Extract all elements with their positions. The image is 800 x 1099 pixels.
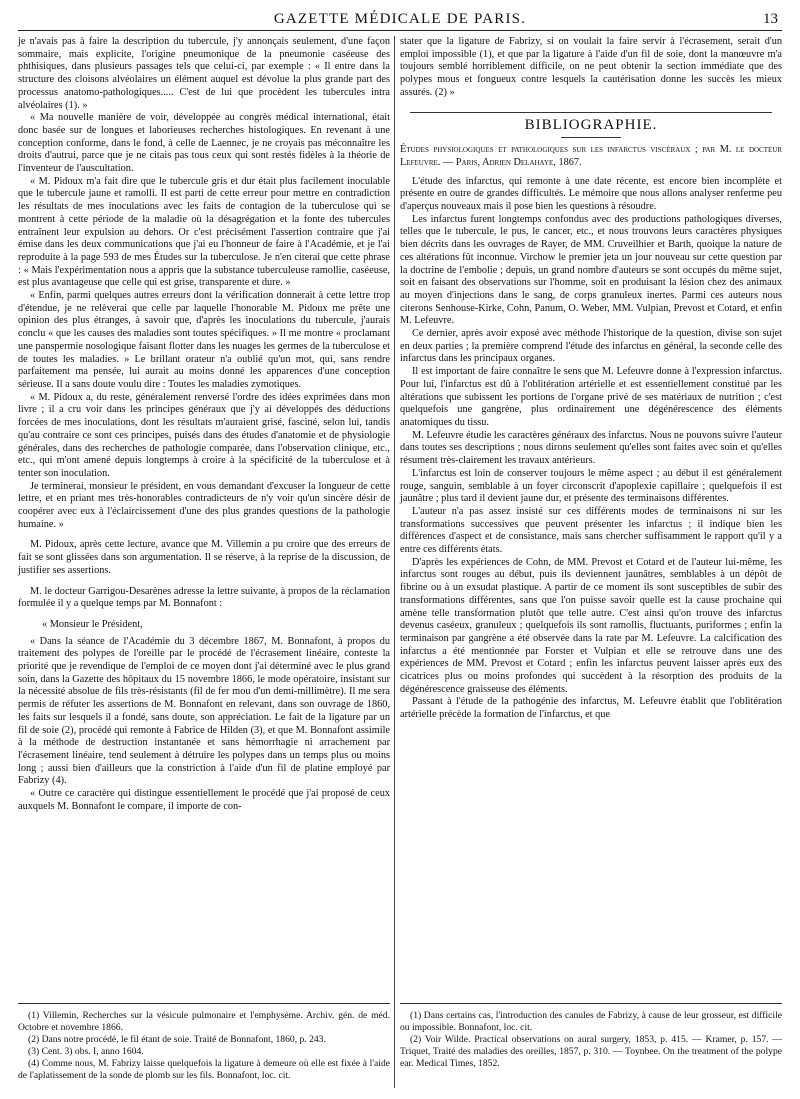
footnote: (2) Dans notre procédé, le fil étant de soie. Traité de Bonnafont, 1860, p. 243.: [28, 1034, 326, 1045]
paragraph: D'après les expériences de Cohn, de MM. Prevost et Cotard et de l'auteur lui-même, les infarctus sont rouges au début, puis ils deviennent jaunâtres, semblables à un dépôt de fibrine ou à un exsudat plastique. A partir de ce moment ils sont susceptibles de subir des transformations différentes, sans que l'on puisse savoir quelle est la cause prochaine qui amène telle transformation plutôt que telle autre. C'est ainsi qu'on trouve des infarctus devenus caséeux, granuleux ; quelquefois ils sont ramollis, fluctuants, puriformes ; enfin la terminaison par gangrène a été observée dans la rate par M. Lefeuvre. La calcification des infarctus a été mentionnée par Forster et Vulpian et elle se retrouve dans une des expériences de MM. Prevost et Cotard ; enfin les infarctus peuvent laisser après eux des cicatrices plus ou moins profondes qui succèdent à la résorption des produits de la dégénérescence graisseuse des éléments.: [400, 556, 782, 695]
paragraph: Je terminerai, monsieur le président, en vous demandant d'excuser la longueur de cette lettre, et en priant mes très-honorables contradicteurs de n'y voir qu'un sincère désir de coopérer avec eux à l'éclaircissement d'une des plus grandes questions de la pathologie humaine. »: [18, 480, 390, 530]
page-header: [18, 8, 782, 31]
paragraph: stater que la ligature de Fabrizy, si on voulait la faire servir à l'écrasement, serait d'un emploi impossible (1), et que par la ligature à l'aide d'un fil de soie, dont la manœuvre m'a toujours semblé horriblement difficile, on ne peut obtenir la section immédiate que des polypes mous et fongueux contre lesquels la cautérisation donne les succès les mieux assurés. (2) »: [400, 36, 782, 98]
paragraph: M. le docteur Garrigou-Desarènes adresse la lettre suivante, à propos de la réclamation formulée il y a quelque temps par M. Bonnafont :: [18, 585, 390, 610]
section-title: BIBLIOGRAPHIE.: [524, 116, 658, 133]
paragraph: Passant à l'étude de la pathogénie des infarctus, M. Lefeuvre établit que l'oblitération artérielle précède la formation de l'infarctus, et que: [400, 696, 782, 721]
footnotes-left: [18, 1010, 390, 1082]
paragraph: L'infarctus est loin de conserver toujours le même aspect ; au début il est généralement rouge, sanguin, semblable à un foyer circonscrit d'apoplexie capillaire ; quelquefois il est jaunâtre ; plus tard il devient jaune dur, et présente des terminaisons différentes.: [400, 467, 782, 505]
paragraph: « Enfin, parmi quelques autres erreurs dont la vérification donnerait à cette lettre trop d'étendue, je ne relèverai que celle par laquelle l'honorable M. Pidoux me prête une opinion des plus étranges, à savoir que, d'après les inoculations du tubercule, j'aurais conclu « que les causes des maladies sont toutes spécifiques. » Il me montre « proclamant une panspermie nosologique faisant flotter dans les nuages les germes de la tuberculose et de toutes les maladies. » Le brillant orateur n'a oublié qu'un mot, qui, sans rendre parfaitement ma pensée, lui aurait au moins donné les apparences d'une conception sérieuse. Il a sans doute voulu dire : Toutes les maladies zymotiques.: [18, 290, 390, 390]
reviewed-work: Études physiologiques et pathologiques sur les infarctus viscéraux ; par M. le docteur Lefeuvre. — Paris, Adrien Delahaye, 1867.: [400, 144, 782, 168]
section-rule: [410, 112, 772, 113]
footnote: (1) Dans certains cas, l'introduction des canules de Fabrizy, à cause de leur grosseur, est difficile ou impossible. Bonnafont, loc. cit.: [400, 1010, 782, 1033]
paragraph: M. Lefeuvre étudie les caractères généraux des infarctus. Nous ne pouvons suivre l'auteur dans toutes ses descriptions ; nous dirons seulement qu'elles sont faites avec soin et qu'elles résument très-clairement les travaux antérieurs.: [400, 429, 782, 467]
paragraph: « Ma nouvelle manière de voir, développée au congrès médical international, était donc basée sur de longues et laborieuses recherches histologiques. En revenant à une conception conforme, dans le fond, à celle de Laennec, je ne croyais pas méconnaître les droits d'autrui, parce que je ne citais pas tous ceux qui sont restés fidèles à la théorie de l'inventeur de l'auscultation.: [18, 112, 390, 175]
paragraph: je n'avais pas à faire la description du tubercule, j'y annonçais seulement, d'une façon sommaire, mais explicite, l'origine pneumonique de la pneumonie caséeuse des phthisiques, dans plusieurs passages tels que celui-ci, par exemple : « Il entre dans la structure des cloisons alvéolaires un élément auquel est dévolue la plus grande part des processus anatomo-pathologiques..... C'est de lui que procèdent les tubercules intra alvéolaires (1). »: [18, 36, 390, 111]
footnotes-right: [400, 1010, 782, 1070]
salutation: « Monsieur le Président,: [42, 618, 143, 630]
paragraph: M. Pidoux, après cette lecture, avance que M. Villemin a pu croire que des erreurs de fait se sont glissées dans son argumentation. Il se réserve, à la reprise de la discussion, de justifier ses assertions.: [18, 539, 390, 576]
title-rule: [561, 137, 621, 138]
paragraph: « M. Pidoux m'a fait dire que le tubercule gris et dur était plus facilement inoculable que le tubercule jaune et ramolli. Il est parti de cette erreur pour mettre en contradiction les résultats de mes inoculations avec les faits de contagion de la tuberculose qui se montrent à cette période de la maladie où la désagrégation et la fonte des tubercules entraînent leur expulsion au dehors. Or c'est précisément l'assertion contraire que j'ai émise dans les deux communications que j'ai eu l'honneur de faire à l'Académie, et je l'ai reproduite à la page 593 de mes Études sur la tuberculose. Je n'en citerai que cette phrase : « Mais l'expérimentation nous a appris que la substance tuberculeuse ramollie, caséeuse, est plus avantageuse que celle qui est grise, transparente et dure. »: [18, 175, 390, 289]
footnote-rule-right: [400, 1003, 782, 1004]
paragraph: L'auteur n'a pas assez insisté sur ces différents modes de terminaisons ni sur les transformations successives que peuvent présenter les infarctus ; il indique bien les différences d'aspect et de consistance, mais sans chercher suffisamment le rapport qu'il y a entre ces différents états.: [400, 505, 782, 556]
page-number: 13: [763, 11, 778, 27]
footnote: (3) Cent. 3) obs. I, anno 1604.: [28, 1046, 144, 1057]
paragraph: « M. Pidoux a, du reste, généralement renversé l'ordre des idées exprimées dans mon livre ; il a cru voir dans les principes généraux que j'y ai développés des déductions forcées de mes inoculations, dont les résultats m'auraient grisé, fasciné, selon lui, tandis qu'au contraire ce sont ces principes, puisés dans des études d'anatomie et de physiologie générales, dans des recherches de pathologie comparée, dans l'observation clinique, etc., etc., qui m'ont amené depuis longtemps à croire à la spécificité de la tuberculose et à tenter son inoculation.: [18, 391, 390, 479]
paragraph: « Dans la séance de l'Académie du 3 décembre 1867, M. Bonnafont, à propos du traitement des polypes de l'oreille par le procédé de l'écrasement linéaire, conteste la priorité que je revendique de l'emploi de ce moyen dont j'ai déterminé avec le plus grand soin, dans la Gazette des hôpitaux du 15 novembre 1866, le mode opératoire, insistant sur la nécessité absolue de fils très-résistants (fil de fer mou d'un demi-millimètre). Il me sera permis de réfuter les assertions de M. Bonnafont en relevant, dans son ouvrage de 1860, les faits sur lesquels il a fondé, sans doute, son appréciation. Le fait de la ligature par un fil de soie (2), procédé qui remonte à Fabrice de Hilden (3), et que M. Bonnafont assimile à la méthode de destruction instantanée et sans hémorrhagie ni arrachement par l'écrasement linéaire, tend seulement à détruire les polypes dans un temps plus ou moins long ; aussi bien d'ailleurs que la constriction à l'aide d'un fil de platine employé par Fabrizy (4).: [18, 635, 390, 787]
paragraph: « Outre ce caractère qui distingue essentiellement le procédé que j'ai proposé de ceux auxquels M. Bonnafont le compare, il importe de con-: [18, 788, 390, 812]
column-divider: [394, 36, 395, 1088]
paragraph: L'étude des infarctus, qui remonte à une date récente, est encore bien incomplète et présente en outre de grandes difficultés. Le mémoire que nous allons analyser renferme peu d'aperçus nouveaux mais il pose bien les questions à résoudre.: [400, 175, 782, 213]
paragraph: Ce dernier, après avoir exposé avec méthode l'historique de la question, divise son sujet en deux parties ; la première comprend l'étude des infarctus en général, la seconde celle des infarctus dans les principaux organes.: [400, 328, 782, 365]
right-column: [400, 36, 782, 722]
footnote: (4) Comme nous, M. Fabrizy laisse quelquefois la ligature à demeure où elle est fixée à l'aide de l'aplatissement de la sonde de plomb sur les fils. Bonnafont, loc. cit.: [18, 1058, 390, 1081]
left-column: [18, 36, 390, 813]
paragraph: Les infarctus furent longtemps confondus avec des productions pathologiques diverses, telles que le tubercule, le pus, le cancer, etc., et nous trouvons leurs caractères physiques bien décrits dans les ouvrages de Rayer, de MM. Cruveilhier et Barth, quoique la nature de ces altérations fût inconnue. Virchow le premier jeta un jour nouveau sur cette question par la doctrine de l'embolie ; depuis, un grand nombre d'auteurs se sont occupés du même sujet, soit en faisant des observations sur l'homme, soit en produisant la lésion chez des animaux au moyen d'injections dans le sang, de corps granuleux inertes. Parmi ces auteurs nous citerons Senhouse-Kirke, Cohn, Panum, O. Weber, MM. Vulpian, Prevost et Cotard, et enfin M. Lefeuvre.: [400, 213, 782, 327]
footnote-rule-left: [18, 1003, 390, 1004]
paragraph: Il est important de faire connaître le sens que M. Lefeuvre donne à l'expression infarctus. Pour lui, l'infarctus est dû à l'oblitération artérielle et est essentiellement constitué par les altérations que subissent les portions de l'organe privé de ses matériaux de nutrition ; c'est quelquefois une gangrène, plus ordinairement une dégénérescence des éléments anatomiques du tissu.: [400, 366, 782, 428]
footnote: (2) Voir Wilde. Practical observations on aural surgery, 1853, p. 415. — Kramer, p. 157. — Triquet, Traité des maladies des oreilles, 1857, p. 310. — Toynbee. On the treatment of the polype ear. Medical Times, 1852.: [400, 1034, 782, 1069]
journal-title: GAZETTE MÉDICALE DE PARIS.: [273, 11, 527, 27]
footnote: (1) Villemin, Recherches sur la vésicule pulmonaire et l'emphysème. Archiv. gén. de méd. Octobre et novembre 1866.: [18, 1010, 390, 1033]
